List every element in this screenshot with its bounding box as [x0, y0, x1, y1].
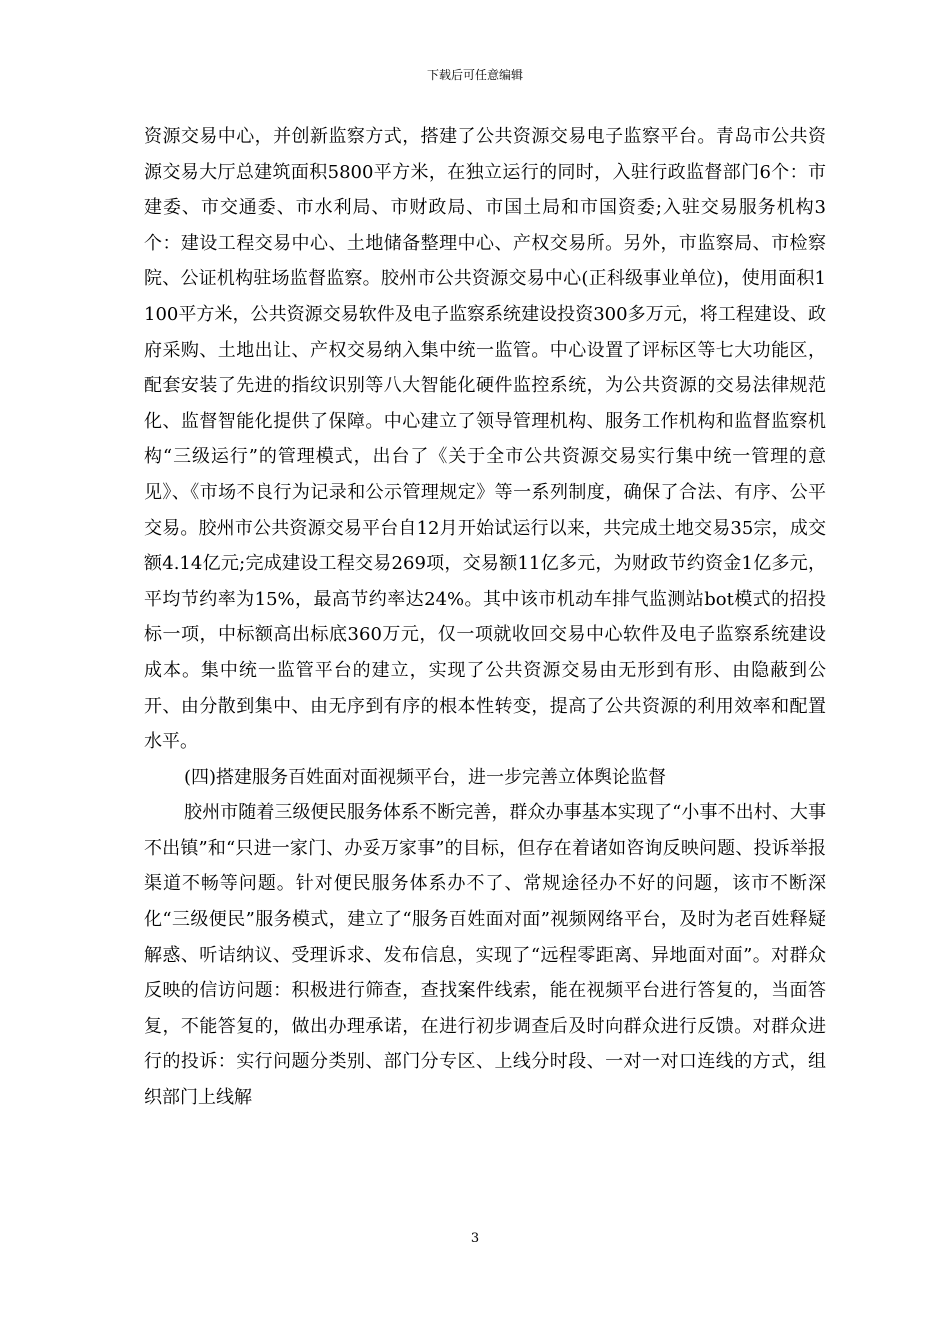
page-header: 下载后可任意编辑	[426, 68, 523, 82]
section-heading: (四)搭建服务百姓面对面视频平台，进一步完善立体舆论监督	[184, 766, 667, 788]
paragraph: 资源交易中心，并创新监察方式，搭建了公共资源交易电子监察平台。青岛市公共资源交易大厅总建筑面积5800平方米，在独立运行的同时，入驻行政监督部门6个：市建委、市交通委、市水利局、市财政局、市国土局和市国资委;入驻交易服务机构3个：建设工程交易中心、土地储备整理中心、产权交易所。另外，市监察局、市检察院、公证机构驻场监督监察。胶州市公共资源交易中心(正科级事业单位)，使用面积1100平方米，公共资源交易软件及电子监察系统建设投资300多万元，将工程建设、政府采购、土地出让、产权交易纳入集中统一监管。中心设置了评标区等七大功能区，配套安装了先进的指纹识别等八大智能化硬件监控系统，为公共资源的交易法律规范化、监督智能化提供了保障。中心建立了领导管理机构、服务工作机构和监督监察机构“三级运行”的管理模式，出台了《关于全市公共资源交易实行集中统一管理的意见》、《市场不良行为记录和公示管理规定》等一系列制度，确保了合法、有序、公平交易。胶州市公共资源交易平台自12月开始试运行以来，共完成土地交易35宗，成交额4.14亿元;完成建设工程交易269项，交易额11亿多元，为财政节约资金1亿多元，平均节约率为15%，最高节约率达24%。其中该市机动车排气监测站bot模式的招投标一项，中标额高出标底360万元，仅一项就收回交易中心软件及电子监察系统建设成本。集中统一监管平台的建立，实现了公共资源交易由无形到有形、由隐蔽到公开、由分散到集中、由无序到有序的根本性转变，提高了公共资源的利用效率和配置水平。	[144, 126, 826, 753]
paragraph: 胶州市随着三级便民服务体系不断完善，群众办事基本实现了“小事不出村、大事不出镇”和“只进一家门、办妥万家事”的目标，但存在着诸如咨询反映问题、投诉举报渠道不畅等问题。针对便民服务体系办不了、常规途径办不好的问题，该市不断深化“三级便民”服务模式，建立了“服务百姓面对面”视频网络平台，及时为老百姓释疑解惑、听诘纳议、受理诉求、发布信息，实现了“远程零距离、异地面对面”。对群众反映的信访问题：积极进行筛查，查找案件线索，能在视频平台进行答复的，当面答复，不能答复的，做出办理承诺，在进行初步调查后及时向群众进行反馈。对群众进行的投诉：实行问题分类别、部门分专区、上线分时段、一对一对口连线的方式，组织部门上线解	[144, 802, 826, 1109]
body-text	[144, 119, 826, 1116]
page-number: 3	[470, 1231, 480, 1246]
